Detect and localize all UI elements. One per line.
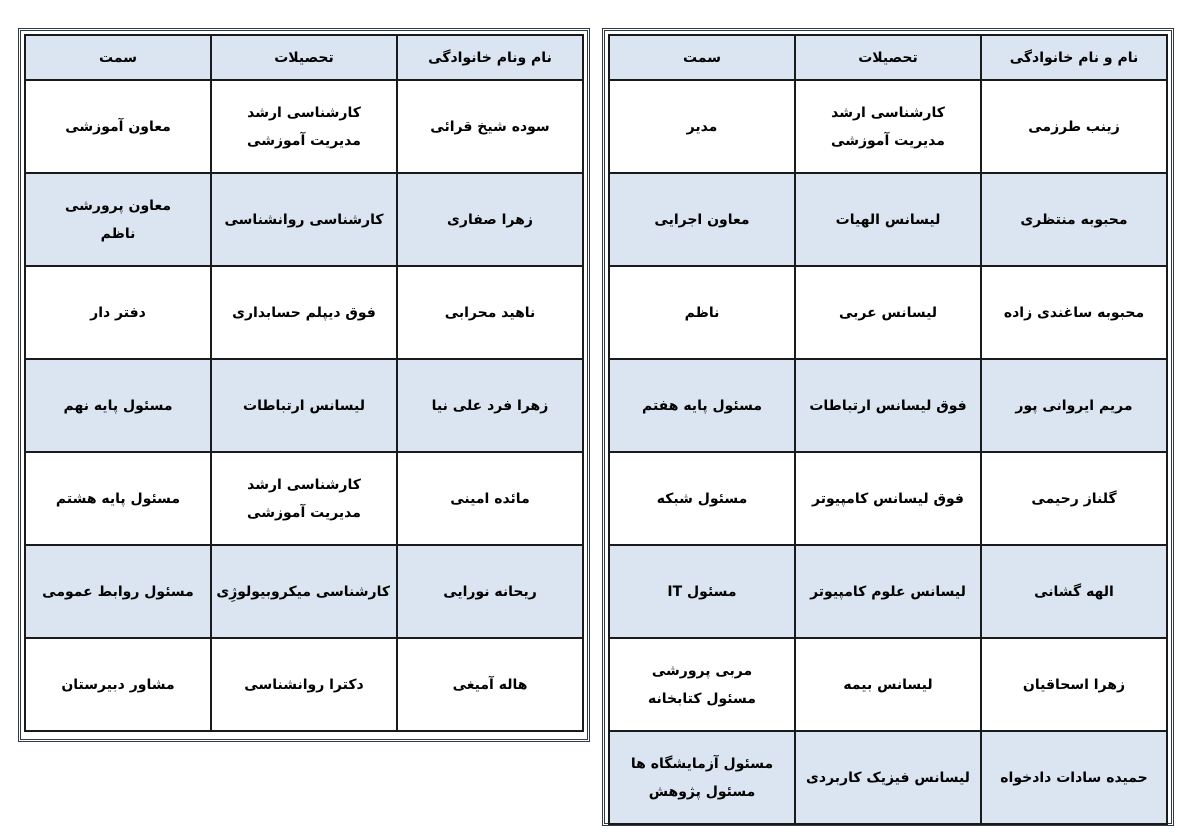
cell-education	[795, 731, 981, 824]
cell-position	[25, 452, 211, 545]
position-line: معاون اجرایی	[654, 211, 750, 228]
table-header-row	[25, 35, 583, 80]
education-line: لیسانس فیزیک کاربردی	[806, 769, 970, 786]
position-line: ناظم	[100, 225, 136, 242]
cell-education	[211, 638, 397, 731]
cell-education	[211, 359, 397, 452]
header-name: نام و نام خانوادگی	[981, 35, 1167, 80]
cell-position	[609, 173, 795, 266]
position-line: دفتر دار	[90, 304, 146, 321]
cell-position	[609, 731, 795, 824]
table-row	[609, 80, 1167, 173]
cell-position	[25, 266, 211, 359]
cell-name: سوده شیخ قرائی	[397, 80, 583, 173]
cell-position	[609, 80, 795, 173]
position-line: معاون پرورشی	[64, 197, 171, 214]
header-education: تحصیلات	[795, 35, 981, 80]
position-line: مشاور دبیرستان	[61, 676, 175, 693]
table-row	[609, 266, 1167, 359]
table-row	[609, 452, 1167, 545]
cell-position	[609, 266, 795, 359]
staff-table-right-body	[609, 80, 1167, 824]
staff-table-right	[608, 34, 1168, 825]
position-line: مسئول پایه نهم	[63, 397, 173, 414]
cell-education	[795, 173, 981, 266]
cell-position	[609, 638, 795, 731]
education-line: کارشناسی میکروبیولوژِی	[216, 583, 390, 600]
education-line: فوق لیسانس ارتباطات	[809, 397, 967, 414]
staff-table-left-body	[25, 80, 583, 731]
education-line: لیسانس علوم کامپیوتر	[810, 583, 966, 600]
position-line: مربی پرورشی	[651, 662, 753, 679]
cell-name: الهه گشانی	[981, 545, 1167, 638]
cell-education	[211, 545, 397, 638]
education-line: مدیریت آموزشی	[247, 504, 361, 521]
table-row	[25, 173, 583, 266]
education-line: کارشناسی روانشناسی	[224, 211, 384, 228]
header-name: نام ونام خانوادگی	[397, 35, 583, 80]
position-line: مسئول پایه هشتم	[55, 490, 181, 507]
cell-name: زهرا اسحاقیان	[981, 638, 1167, 731]
header-position: سمت	[609, 35, 795, 80]
cell-position	[609, 545, 795, 638]
header-position: سمت	[25, 35, 211, 80]
position-line: مسئول شبکه	[656, 490, 748, 507]
position-line: مسئول پژوهش	[648, 783, 756, 800]
cell-position	[25, 638, 211, 731]
table-row	[609, 173, 1167, 266]
cell-name: زینب طرزمی	[981, 80, 1167, 173]
education-line: مدیریت آموزشی	[831, 132, 945, 149]
cell-position	[25, 80, 211, 173]
cell-name: زهرا فرد علی نیا	[397, 359, 583, 452]
education-line: لیسانس الهیات	[835, 211, 941, 228]
cell-name: هاله آمیغی	[397, 638, 583, 731]
cell-education	[795, 266, 981, 359]
position-line: ناظم	[684, 304, 720, 321]
cell-position	[609, 359, 795, 452]
cell-name: محبوبه منتظری	[981, 173, 1167, 266]
cell-education	[795, 359, 981, 452]
staff-table-right-frame	[602, 28, 1174, 826]
cell-education	[795, 545, 981, 638]
position-line: مسئول IT	[667, 583, 737, 600]
staff-table-left-frame	[18, 28, 590, 742]
position-line: مسئول پایه هفتم	[641, 397, 763, 414]
cell-name: ناهید محرابی	[397, 266, 583, 359]
cell-education	[211, 452, 397, 545]
table-row	[25, 452, 583, 545]
table-row	[25, 545, 583, 638]
cell-name: زهرا صفاری	[397, 173, 583, 266]
education-line: مدیریت آموزشی	[247, 132, 361, 149]
education-line: کارشناسی ارشد	[831, 104, 945, 121]
cell-education	[795, 80, 981, 173]
cell-education	[211, 173, 397, 266]
cell-name: ریحانه نورایی	[397, 545, 583, 638]
cell-name: مائده امینی	[397, 452, 583, 545]
education-line: لیسانس ارتباطات	[243, 397, 365, 414]
cell-education	[795, 452, 981, 545]
position-line: معاون آموزشی	[65, 118, 171, 135]
cell-position	[25, 173, 211, 266]
table-row	[609, 359, 1167, 452]
staff-table-left	[24, 34, 584, 732]
position-line: مدیر	[686, 118, 718, 135]
education-line: لیسانس بیمه	[843, 676, 933, 693]
table-row	[25, 266, 583, 359]
position-line: مسئول آزمایشگاه ها	[630, 755, 774, 772]
cell-position	[25, 359, 211, 452]
cell-education	[795, 638, 981, 731]
cell-name: مریم ایروانی پور	[981, 359, 1167, 452]
education-line: فوق دیپلم حسابداری	[232, 304, 376, 321]
education-line: کارشناسی ارشد	[247, 476, 361, 493]
education-line: دکترا روانشناسی	[244, 676, 364, 693]
table-row	[25, 359, 583, 452]
education-line: فوق لیسانس کامپیوتر	[812, 490, 964, 507]
education-line: لیسانس عربی	[838, 304, 938, 321]
position-line: مسئول کتابخانه	[648, 690, 756, 707]
cell-position	[609, 452, 795, 545]
table-row	[25, 80, 583, 173]
table-row	[25, 638, 583, 731]
cell-education	[211, 80, 397, 173]
table-header-row	[609, 35, 1167, 80]
cell-position	[25, 545, 211, 638]
cell-name: گلناز رحیمی	[981, 452, 1167, 545]
cell-name: محبوبه ساغندی زاده	[981, 266, 1167, 359]
table-row	[609, 545, 1167, 638]
cell-name: حمیده سادات دادخواه	[981, 731, 1167, 824]
position-line: مسئول روابط عمومی	[42, 583, 194, 600]
table-row	[609, 638, 1167, 731]
header-education: تحصیلات	[211, 35, 397, 80]
education-line: کارشناسی ارشد	[247, 104, 361, 121]
cell-education	[211, 266, 397, 359]
table-row	[609, 731, 1167, 824]
